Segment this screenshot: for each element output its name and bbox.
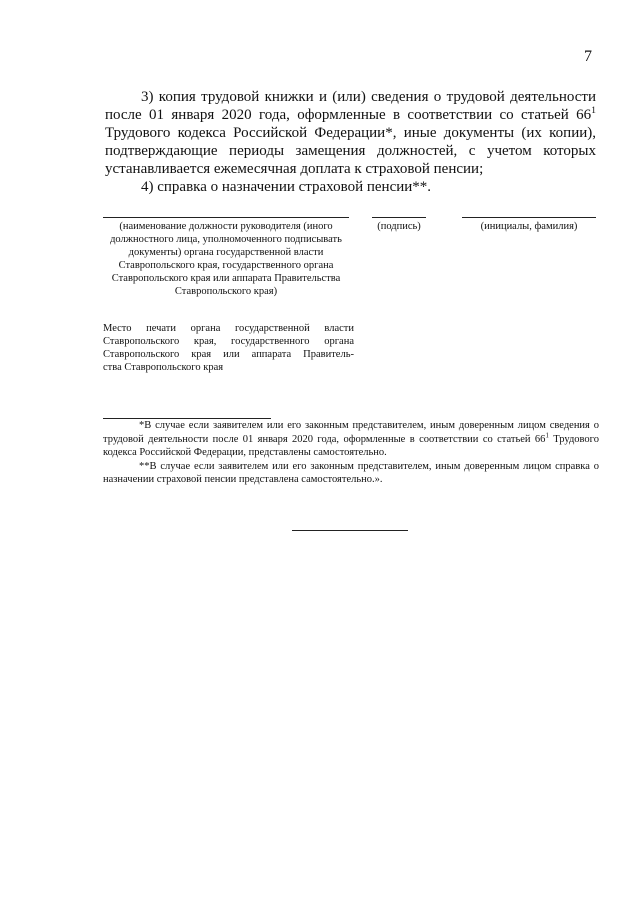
seal-note-line: Ставропольского края или аппарата Правитель- [103,349,354,360]
name-signature-line [462,217,596,218]
position-signature-line [103,217,349,218]
item-3-text-start: 3) копия трудовой книжки и (или) сведения о трудовой деятельности после 01 января 2020 года, оформленные в соответствии со статьей 66 [105,89,596,123]
name-caption: (инициалы, фамилия) [480,221,578,232]
list-item-4: 4) справка о назначении страховой пенсии**. [141,179,432,195]
item-3-text-end: Трудового кодекса Российской Федерации*, иные документы (их копии), подтверждающие периоды замещения должностей, с учетом которых устанавливается ежемесячная доплата к страховой пенсии; [105,125,596,177]
article-superscript: 1 [591,105,596,116]
position-caption: (наименование должности руководителя (иного должностного лица, уполномоченного подписывать документы) органа государственной власти Ставропольского края, государственного органа Ставропольского края или аппарата Правительства Ставропольского края) [110,221,342,297]
signature-line [372,217,426,218]
seal-note-line: Место печати органа государственной власти [103,323,354,334]
footnote-1-text-end: Трудового кодекса Российской Федерации, представлены самостоятельно. [103,433,599,458]
page-number: 7 [584,48,592,65]
footnotes [103,419,599,487]
seal-place-note [103,322,354,374]
footnote-superscript: 1 [545,432,549,439]
footnote-1-text-start: *В случае если заявителем или его законным представителем, иным доверенным лицом сведения о трудовой деятельности после 01 января 2020 года, оформленные в соответствии со статьей 66 [103,420,599,445]
signature-caption: (подпись) [377,221,421,232]
seal-note-line: Ставропольского края, государственного органа [103,336,354,347]
footnote-1 [103,419,599,460]
end-of-document-line [292,530,408,531]
list-item-3 [105,88,596,178]
footnote-2: **В случае если заявителем или его законным представителем, иным доверенным лицом справка о назначении страховой пенсии представлена самостоятельно.». [103,460,599,485]
document-body [105,88,596,196]
seal-note-line: ства Ставропольского края [103,362,224,373]
